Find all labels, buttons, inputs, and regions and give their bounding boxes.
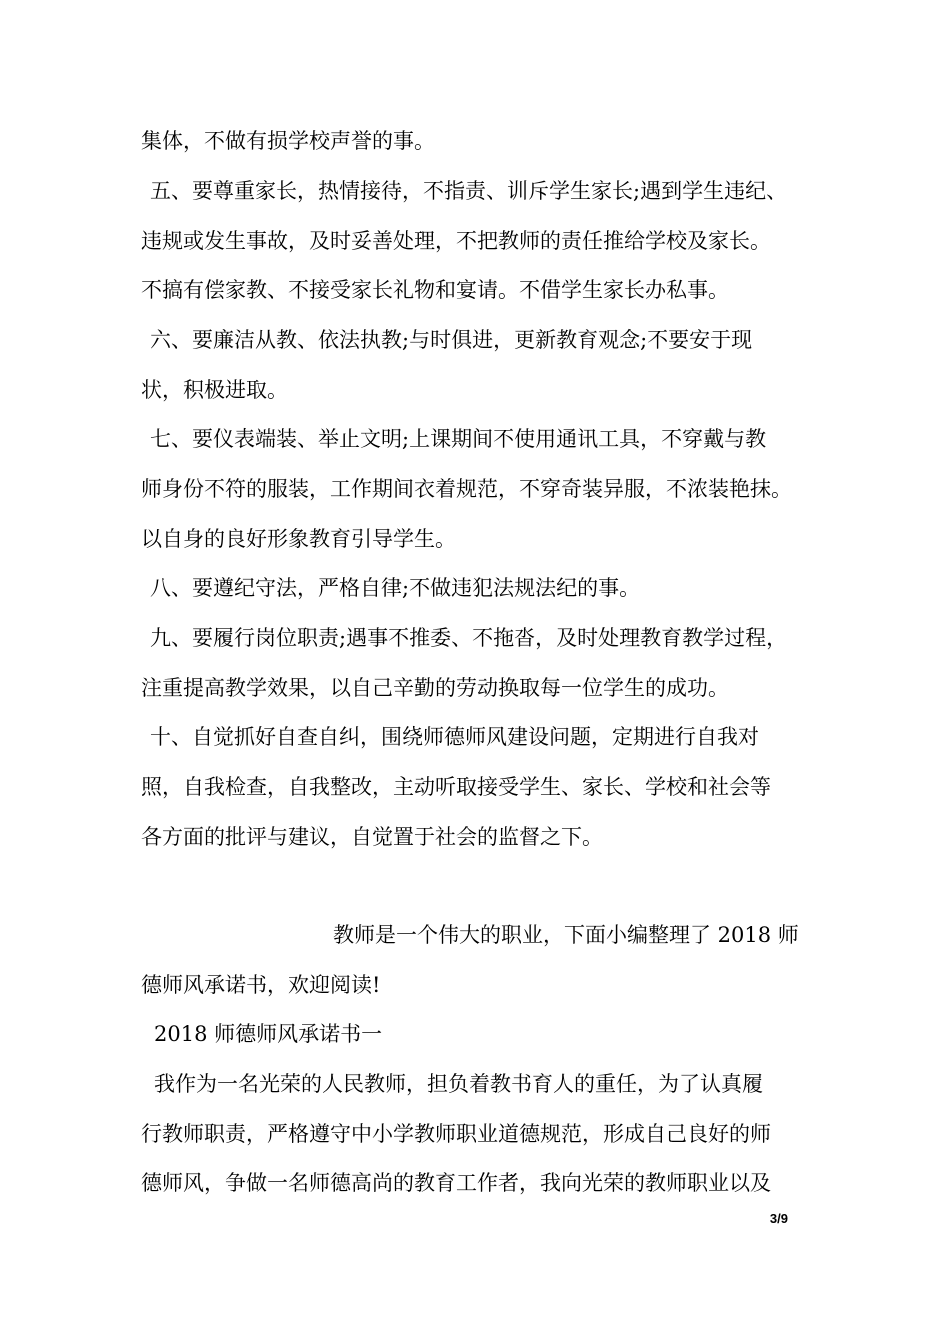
text-line: 师身份不符的服装，工作期间衣着规范，不穿奇装异服，不浓装艳抹。 [141,477,792,501]
text-line: 德师风，争做一名师德高尚的教育工作者，我向光荣的教师职业以及 [141,1171,771,1195]
intro-line: 教师是一个伟大的职业，下面小编整理了 2018 师 [333,923,799,947]
text-line: 不搞有偿家教、不接受家长礼物和宴请。不借学生家长办私事。 [141,278,729,302]
text-line: 各方面的批评与建议，自觉置于社会的监督之下。 [141,825,603,849]
page-number: 3/9 [769,1211,788,1226]
text-line: 六、要廉洁从教、依法执教;与时俱进，更新教育观念;不要安于现 [150,328,753,352]
text-line: 违规或发生事故，及时妥善处理，不把教师的责任推给学校及家长。 [141,229,771,253]
text-line: 五、要尊重家长，热情接待，不指责、训斥学生家长;遇到学生违纪、 [150,179,788,203]
intro-line: 德师风承诺书，欢迎阅读! [141,973,381,997]
text-line: 以自身的良好形象教育引导学生。 [141,527,456,551]
text-line: 我作为一名光荣的人民教师，担负着教书育人的重任，为了认真履 [154,1072,763,1096]
text-line: 十、自觉抓好自查自纠，围绕师德师风建设问题，定期进行自我对 [150,725,759,749]
text-line: 九、要履行岗位职责;遇事不推委、不拖沓，及时处理教育教学过程， [150,626,788,650]
text-line: 七、要仪表端装、举止文明;上课期间不使用通讯工具，不穿戴与教 [150,427,767,451]
text-line: 注重提高教学效果，以自己辛勤的劳动换取每一位学生的成功。 [141,676,729,700]
text-line: 状，积极进取。 [141,378,288,402]
section-subtitle: 2018 师德师风承诺书一 [154,1022,383,1046]
text-line: 照，自我检查，自我整改，主动听取接受学生、家长、学校和社会等 [141,775,771,799]
text-line: 八、要遵纪守法，严格自律;不做违犯法规法纪的事。 [150,576,641,600]
text-line: 行教师职责，严格遵守中小学教师职业道德规范，形成自己良好的师 [141,1122,771,1146]
text-line: 集体，不做有损学校声誉的事。 [141,129,435,153]
